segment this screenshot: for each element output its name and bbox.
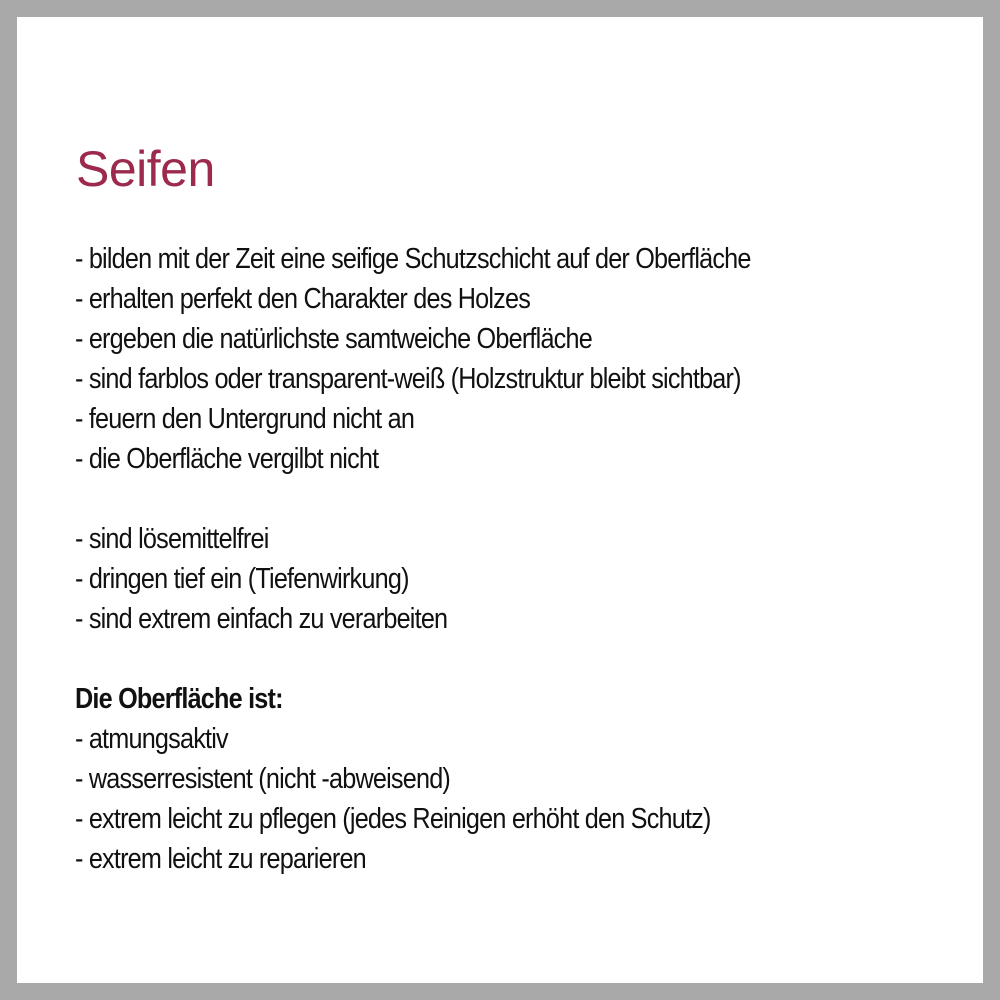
list-item: - dringen tief ein (Tiefenwirkung)	[75, 563, 409, 595]
spacer	[75, 479, 863, 519]
content-panel	[17, 17, 983, 983]
list-item: - sind lösemittelfrei	[75, 523, 269, 555]
list-item: - bilden mit der Zeit eine seifige Schutzschicht auf der Oberfläche	[75, 243, 751, 275]
list-item: - ergeben die natürlichste samtweiche Oberfläche	[75, 323, 592, 355]
list-item: - erhalten perfekt den Charakter des Holzes	[75, 283, 531, 315]
surface-heading: Die Oberfläche ist:	[75, 683, 283, 715]
page-title: Seifen	[76, 141, 215, 197]
list-item: - atmungsaktiv	[75, 723, 228, 755]
list-item: - sind farblos oder transparent-weiß (Holzstruktur bleibt sichtbar)	[75, 363, 741, 395]
list-item: - die Oberfläche vergilbt nicht	[75, 443, 379, 475]
property-list-2	[75, 519, 863, 639]
list-item: - sind extrem einfach zu verarbeiten	[75, 603, 448, 635]
list-item: - extrem leicht zu pflegen (jedes Reinigen erhöht den Schutz)	[75, 803, 711, 835]
text-body	[75, 239, 863, 879]
list-item: - feuern den Untergrund nicht an	[75, 403, 415, 435]
spacer	[75, 639, 863, 679]
surface-property-list	[75, 719, 863, 879]
list-item: - extrem leicht zu reparieren	[75, 843, 366, 875]
property-list-1	[75, 239, 863, 479]
list-item: - wasserresistent (nicht -abweisend)	[75, 763, 451, 795]
